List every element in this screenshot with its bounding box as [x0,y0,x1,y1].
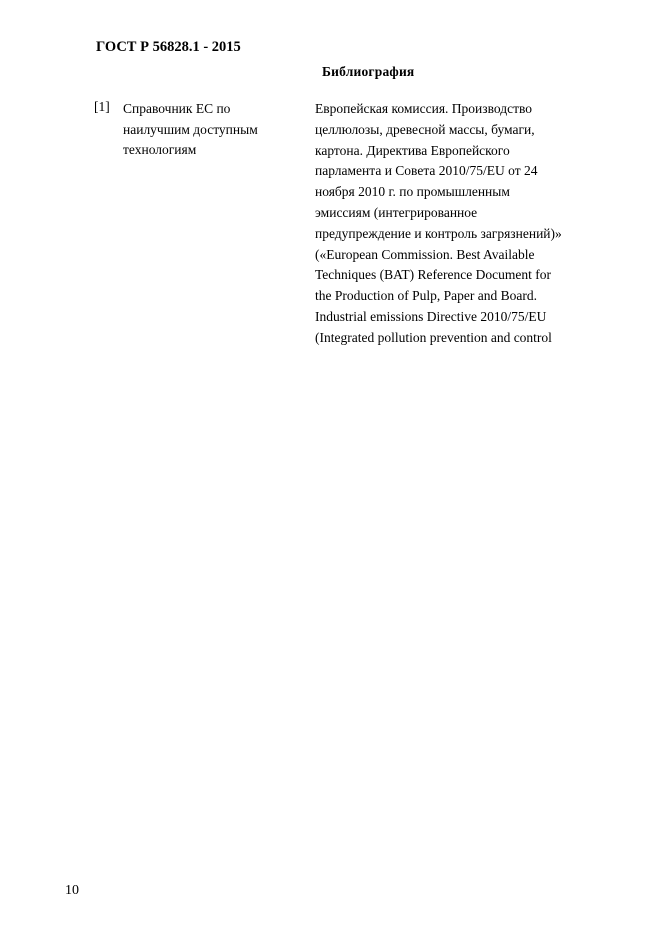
bibliography-title-line: наилучшим доступным [123,121,258,137]
document-header: ГОСТ Р 56828.1 - 2015 [96,39,241,55]
section-title: Библиография [322,64,415,79]
bibliography-title-line: Справочник ЕС по [123,101,231,116]
bibliography-description-line: («European Commission. Best Available [315,246,535,262]
bibliography-entry-title [123,99,303,161]
bibliography-description-line: ноября 2010 г. по промышленным [315,184,510,200]
bibliography-title-line: технологиям [123,142,197,157]
bibliography-description-line: целлюлозы, древесной массы, бумаги, [315,121,535,137]
bibliography-description-line: картона. Директива Европейского [315,142,510,158]
bibliography-entry-number: [1] [94,99,110,114]
bibliography-description-line: (Integrated pollution prevention and control [315,329,552,345]
bibliography-description-line: предупреждение и контроль загрязнений)» [315,225,562,241]
bibliography-description-line: Европейская комиссия. Производство [315,101,533,116]
bibliography-description-line: эмиссиям (интегрированное [315,204,478,220]
bibliography-description-line: парламента и Совета 2010/75/EU от 24 [315,163,538,179]
bibliography-description-line: the Production of Pulp, Paper and Board. [315,288,537,304]
bibliography-description-line: Industrial emissions Directive 2010/75/EU [315,308,547,324]
bibliography-description-line: Techniques (BAT) Reference Document for [315,267,551,283]
bibliography-entry-description [315,99,615,349]
page-number: 10 [65,883,79,898]
